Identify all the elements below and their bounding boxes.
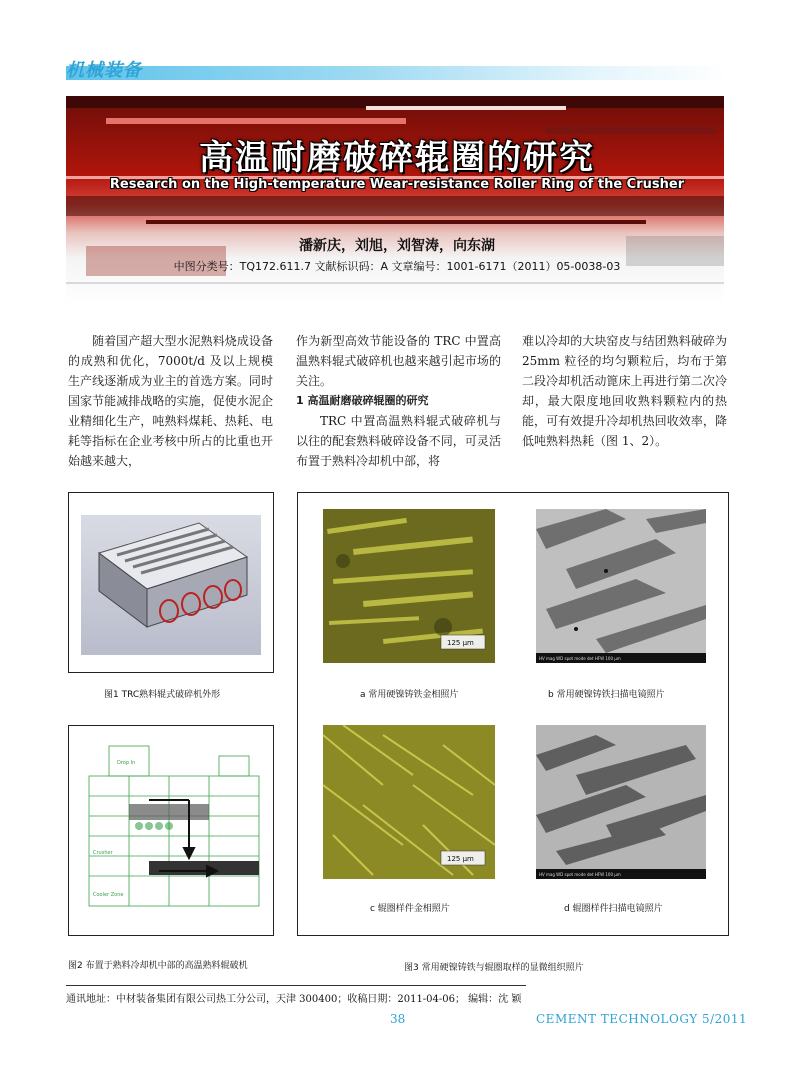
figure-3-caption: 图3 常用硬镍铸铁与辊圈取样的显微组织照片 bbox=[404, 963, 584, 973]
article-title: 高温耐磨破碎辊圈的研究 bbox=[199, 138, 595, 178]
diagram-label: Drop In bbox=[117, 760, 136, 766]
crusher-3d-image bbox=[69, 493, 273, 672]
journal-name: CEMENT TECHNOLOGY 5/2011 bbox=[536, 1012, 748, 1026]
article-subtitle: Research on the High-temperature Wear-resistance Roller Ring of the Crusher bbox=[109, 177, 685, 192]
body-column-1 bbox=[68, 331, 273, 471]
figure-3c-caption: c 辊圈样件金相照片 bbox=[370, 904, 450, 914]
figure-1-frame bbox=[68, 492, 274, 673]
sem-meta: HV mag WD spot mode det HFW 100 μm bbox=[539, 872, 621, 877]
footer-divider bbox=[66, 985, 526, 986]
figure-2-caption: 图2 布置于熟料冷却机中部的高温熟料辊破机 bbox=[68, 961, 248, 971]
section-heading: 1 高温耐磨破碎辊圈的研究 bbox=[296, 394, 429, 407]
diagram-label: Cooler Zone bbox=[93, 892, 124, 898]
paragraph: TRC 中置高温熟料辊式破碎机与以往的配套熟料破碎设备不同，可灵活布置于熟料冷却机中部，将 bbox=[296, 414, 501, 468]
authors: 潘新庆，刘旭，刘智涛，向东湖 bbox=[299, 238, 495, 254]
classification-info: 中图分类号：TQ172.611.7 文献标识码：A 文章编号：1001-6171（2011）05-0038-03 bbox=[173, 260, 621, 273]
body-column-2 bbox=[296, 331, 501, 471]
sem-image-b bbox=[536, 509, 706, 663]
cooler-diagram bbox=[69, 726, 273, 935]
section-tag: 机械装备 bbox=[66, 60, 142, 81]
paragraph: 作为新型高效节能设备的 TRC 中置高温熟料辊式破碎机也越来越引起市场的关注。 bbox=[296, 334, 501, 388]
figure-3d-caption: d 辊圈样件扫描电镜照片 bbox=[564, 904, 663, 914]
micrograph-a bbox=[323, 509, 495, 663]
figure-1-caption: 图1 TRC熟料辊式破碎机外形 bbox=[104, 690, 221, 700]
sem-meta: HV mag WD spot mode det HFW 100 μm bbox=[539, 656, 621, 661]
section-bar bbox=[66, 66, 728, 80]
paragraph: 随着国产超大型水泥熟料烧成设备的成熟和优化，7000t/d 及以上规模生产线逐渐成为业主的首选方案。同时国家节能减排战略的实施，促使水泥企业精细化生产，吨熟料煤耗、热耗、电耗等指标在企业考核中所占的比重也开始越来越大， bbox=[68, 334, 273, 468]
scale-bar-label: 125 μm bbox=[447, 639, 474, 647]
diagram-label: Crusher bbox=[93, 850, 113, 856]
body-column-3 bbox=[522, 331, 727, 451]
scale-bar-label: 125 μm bbox=[447, 855, 474, 863]
figure-3b-caption: b 常用硬镍铸铁扫描电镜照片 bbox=[548, 690, 665, 700]
footer-note: 通讯地址：中材装备集团有限公司热工分公司，天津 300400；收稿日期：2011-04-06； 编辑：沈 颖 bbox=[66, 994, 522, 1005]
figure-3-frame bbox=[297, 492, 729, 936]
page-number: 38 bbox=[390, 1012, 406, 1026]
micrograph-c bbox=[323, 725, 495, 879]
figure-3a-caption: a 常用硬镍铸铁金相照片 bbox=[360, 690, 459, 700]
figure-2-frame bbox=[68, 725, 274, 936]
sem-image-d bbox=[536, 725, 706, 879]
paragraph: 难以冷却的大块窑皮与结团熟料破碎为 25mm 粒径的均匀颗粒后，均布于第二段冷却机活动篦床上再进行第二次冷却，最大限度地回收熟料颗粒内的热能，可有效提升冷却机热回收效率，降低吨熟料热耗（图 1、2）。 bbox=[522, 334, 727, 448]
